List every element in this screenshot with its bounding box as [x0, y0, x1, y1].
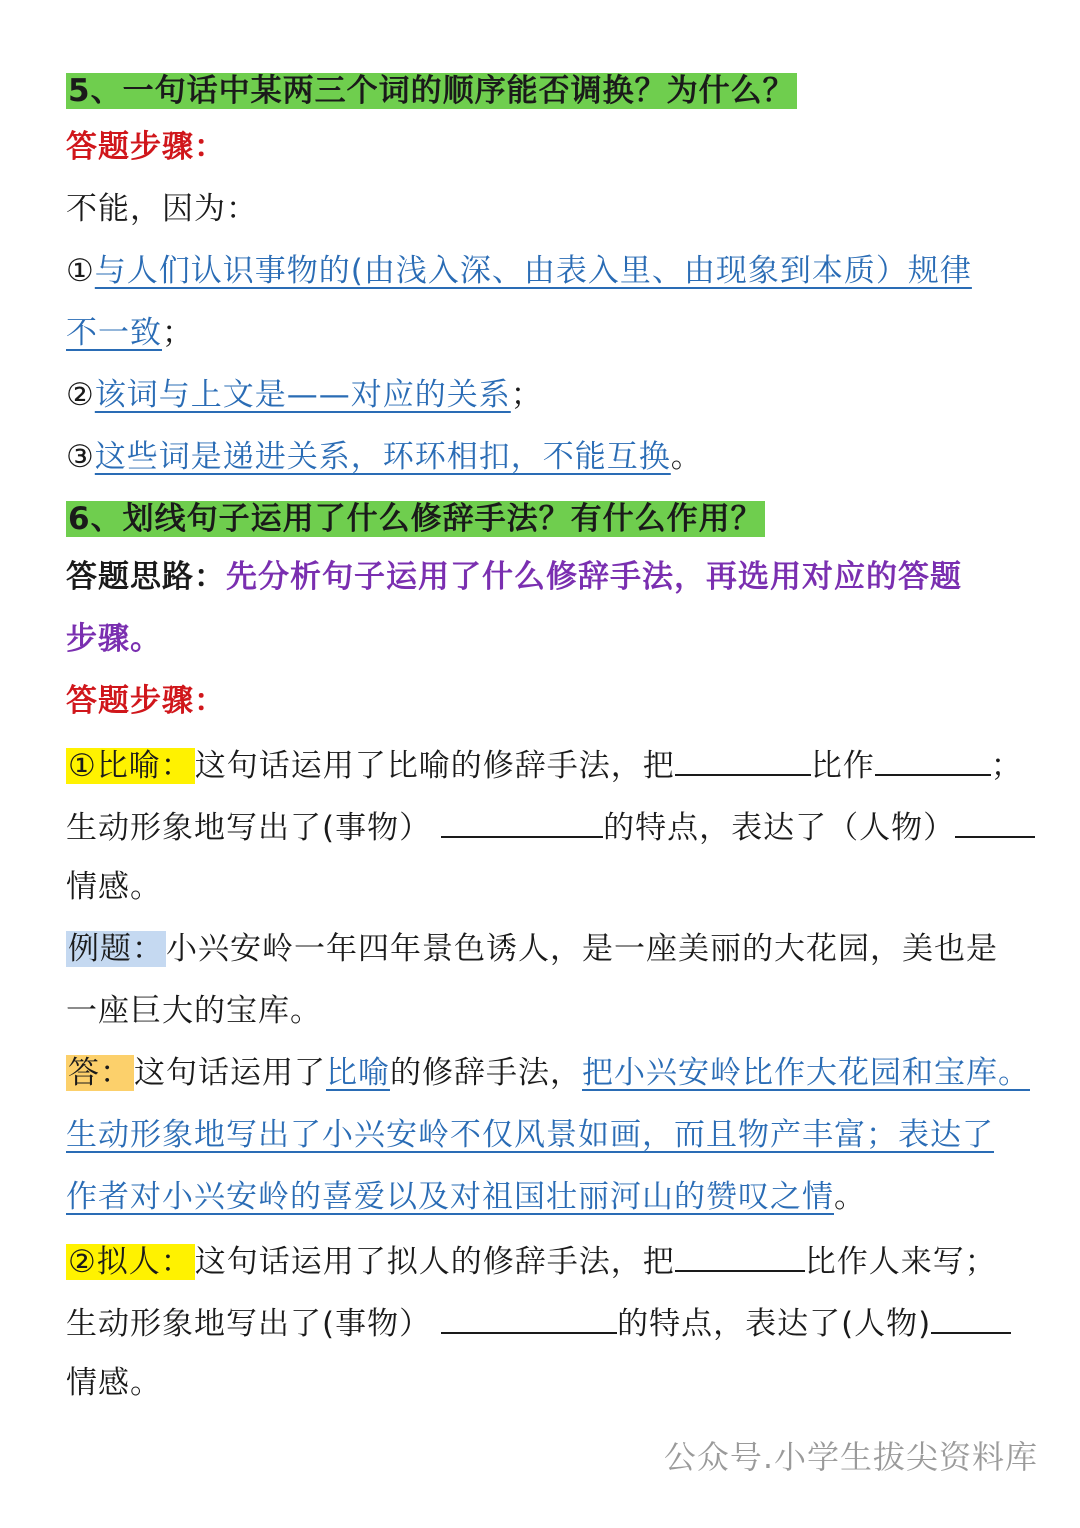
- example-text-a: 小兴安岭一年四年景色诱人，是一座美丽的大花园，美也是: [166, 931, 998, 967]
- q5-point3-end: 。: [670, 439, 703, 475]
- answer-text-a5: 。: [998, 1055, 1030, 1091]
- answer-label: 答：: [68, 1055, 132, 1091]
- q6-title-text: 6、划线句子运用了什么修辞手法？有什么作用？: [68, 501, 763, 537]
- personification-label: ②拟人：: [68, 1244, 193, 1280]
- q5-point2: [66, 370, 543, 420]
- personification-text-a2: 比作人来写；: [804, 1244, 997, 1280]
- answer-line2: [66, 1110, 994, 1160]
- answer-text-c: 作者对小兴安岭的喜爱以及对祖国壮丽河山的赞叹之情: [66, 1179, 834, 1215]
- metaphor-text-a2: 比作: [810, 748, 875, 784]
- q5-title-text: 5、一句话中某两三个词的顺序能否调换？为什么？: [68, 73, 795, 109]
- personification-text-b1: 生动形象地写出了(事物）: [66, 1306, 432, 1342]
- metaphor-line1: [66, 738, 1023, 788]
- watermark: 公众号.小学生拔尖资料库: [663, 1438, 1038, 1476]
- example-label: 例题：: [68, 931, 164, 967]
- q5-point2-end: ；: [510, 377, 543, 413]
- q5-point2-text: 该词与上文是——对应的关系: [94, 377, 511, 413]
- personification-blank-2[interactable]: [441, 1296, 617, 1334]
- metaphor-line2: [66, 800, 1035, 850]
- q6-title: [66, 494, 765, 544]
- q6-steps-label: 答题步骤：: [66, 683, 226, 719]
- answer-text-b: 生动形象地写出了小兴安岭不仅风景如画，而且物产丰富；表达了: [66, 1117, 994, 1153]
- q5-steps-label: 答题步骤：: [66, 129, 226, 165]
- q6-idea-line1: [66, 552, 962, 602]
- metaphor-blank-1[interactable]: [675, 738, 811, 776]
- answer-line3: [66, 1172, 866, 1222]
- example-text-b: 一座巨大的宝库。: [66, 993, 322, 1029]
- q5-point1-end: ；: [162, 315, 194, 351]
- answer-text-a2: 比喻: [326, 1055, 390, 1091]
- q6-idea-text-a: 先分析句子运用了什么修辞手法，再选用对应的答题: [226, 559, 962, 595]
- q5-title: [66, 66, 797, 116]
- q5-point1-text-a: 与人们认识事物的(由浅入深、由表入里、由现象到本质）规律: [94, 253, 972, 289]
- q5-point1-num: ①: [66, 253, 95, 289]
- q5-point3-text: 这些词是递进关系，环环相扣，不能互换: [94, 439, 671, 475]
- metaphor-text-a3: ；: [990, 748, 1023, 784]
- answer-text-a4: 把小兴安岭比作大花园和宝库: [582, 1055, 998, 1091]
- metaphor-blank-3[interactable]: [441, 800, 603, 838]
- answer-line1: [66, 1048, 1030, 1098]
- personification-text-b2: 的特点，表达了(人物): [617, 1306, 932, 1342]
- metaphor-label: ①比喻：: [68, 748, 193, 784]
- answer-text-a1: 这句话运用了: [134, 1055, 326, 1091]
- q6-idea-text-b: 步骤。: [66, 621, 162, 657]
- personification-blank-3[interactable]: [931, 1296, 1011, 1334]
- personification-line2: [66, 1296, 1011, 1346]
- metaphor-text-b1: 生动形象地写出了(事物）: [66, 810, 432, 846]
- example-line1: [66, 924, 998, 974]
- answer-text-a3: 的修辞手法，: [390, 1055, 582, 1091]
- metaphor-blank-4[interactable]: [955, 800, 1035, 838]
- personification-line1: [66, 1234, 997, 1284]
- personification-text-a1: 这句话运用了拟人的修辞手法，把: [194, 1244, 675, 1280]
- q5-point2-num: ②: [66, 377, 95, 413]
- metaphor-text-a1: 这句话运用了比喻的修辞手法，把: [194, 748, 675, 784]
- q5-answer-intro: 不能，因为：: [66, 191, 258, 227]
- q5-point3: [66, 432, 703, 482]
- metaphor-text-b2: 的特点，表达了（人物）: [603, 810, 956, 846]
- q6-idea-label: 答题思路：: [66, 559, 226, 595]
- q5-point1-text-b: 不一致: [66, 315, 162, 351]
- answer-text-c-end: 。: [834, 1179, 866, 1215]
- personification-blank-1[interactable]: [675, 1234, 805, 1272]
- q5-point1-line2: [66, 308, 194, 358]
- personification-text-c: 情感。: [66, 1365, 162, 1401]
- q5-point1-line1: [66, 246, 972, 296]
- metaphor-text-c: 情感。: [66, 869, 162, 905]
- q5-point3-num: ③: [66, 439, 95, 475]
- metaphor-blank-2[interactable]: [875, 738, 991, 776]
